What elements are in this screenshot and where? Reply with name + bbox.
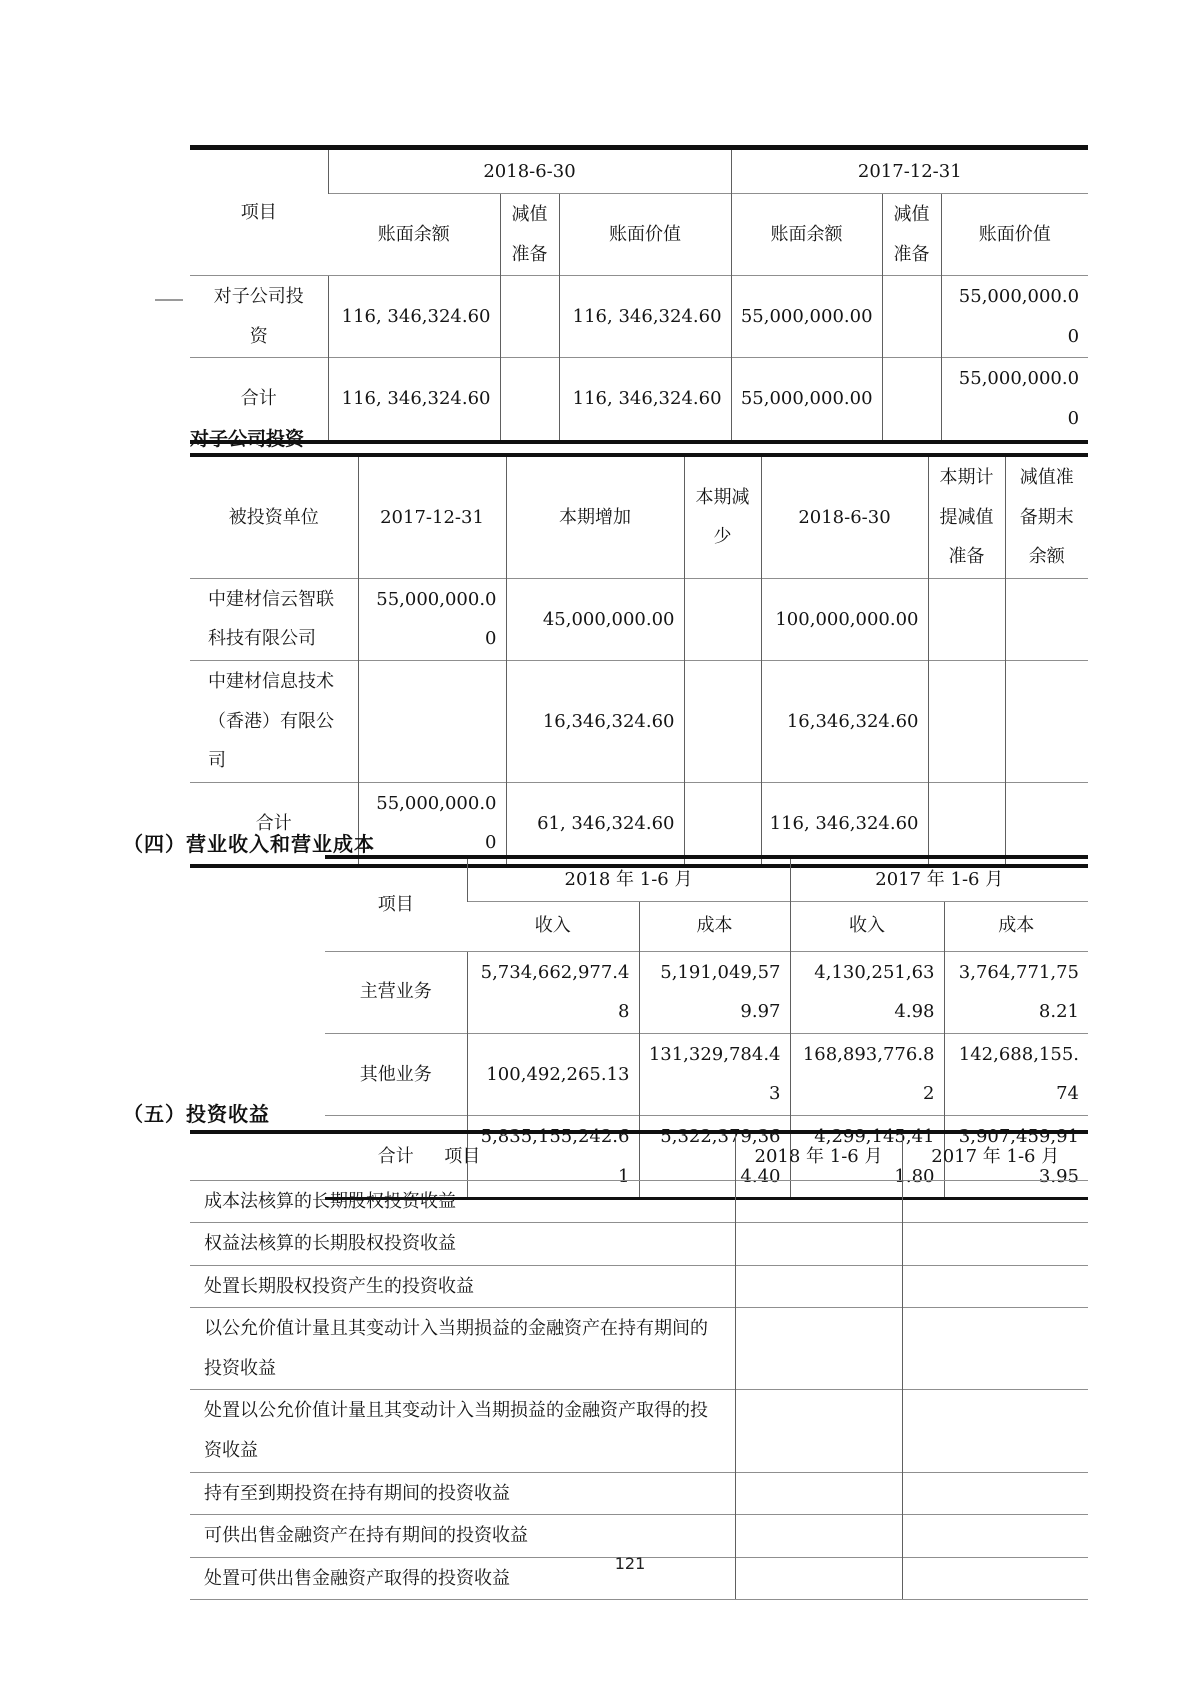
header-cell: 成本 xyxy=(639,901,790,951)
row-label-cell: 中建材信息技术（香港）有限公司 xyxy=(190,660,358,782)
value-cell: 116, 346,324.60 xyxy=(559,276,731,358)
row-label-cell: 成本法核算的长期股权投资收益 xyxy=(190,1180,735,1223)
value-cell: 55,000,000.00 xyxy=(731,358,882,442)
value-cell xyxy=(1005,578,1088,660)
value-cell: 5,322,379,364.40 xyxy=(639,1115,790,1198)
value-cell xyxy=(902,1180,1088,1223)
table-row xyxy=(325,1033,1088,1115)
subsidiary-investment-summary-table xyxy=(190,145,1088,444)
value-cell: 55,000,000.00 xyxy=(358,578,506,660)
header-cell: 减值准备 xyxy=(500,194,559,276)
value-cell xyxy=(902,1308,1088,1390)
value-cell xyxy=(882,276,941,358)
header-cell: 收入 xyxy=(790,901,944,951)
row-label-cell: 以公允价值计量且其变动计入当期损益的金融资产在持有期间的投资收益 xyxy=(190,1308,735,1390)
value-cell xyxy=(902,1265,1088,1308)
row-label-cell: 合计 xyxy=(190,358,328,442)
value-cell xyxy=(500,276,559,358)
value-cell: 3,764,771,758.21 xyxy=(944,951,1088,1033)
value-cell: 55,000,000.00 xyxy=(731,276,882,358)
row-label-cell: 主营业务 xyxy=(325,951,467,1033)
header-cell: 成本 xyxy=(944,901,1088,951)
value-cell: 5,835,155,242.61 xyxy=(467,1115,639,1198)
section-revenue-heading: （四）营业收入和营业成本 xyxy=(123,832,375,856)
table-row xyxy=(190,1223,1088,1266)
period-header: 2017-12-31 xyxy=(731,148,1088,194)
row-label-cell: 处置长期股权投资产生的投资收益 xyxy=(190,1265,735,1308)
value-cell xyxy=(735,1180,902,1223)
row-label-cell: 合计 xyxy=(325,1115,467,1198)
value-cell xyxy=(358,660,506,782)
value-cell: 142,688,155.74 xyxy=(944,1033,1088,1115)
value-cell: 168,893,776.82 xyxy=(790,1033,944,1115)
header-cell: 减值准备期末余额 xyxy=(1005,455,1088,578)
value-cell: 3,907,459,913.95 xyxy=(944,1115,1088,1198)
header-cell: 本期减少 xyxy=(684,455,761,578)
header-cell: 被投资单位 xyxy=(228,506,319,528)
value-cell: 131,329,784.43 xyxy=(639,1033,790,1115)
table-row xyxy=(325,951,1088,1033)
value-cell xyxy=(684,782,761,866)
value-cell xyxy=(500,358,559,442)
section-investment-income-heading: （五）投资收益 xyxy=(123,1102,270,1126)
header-cell: 账面价值 xyxy=(941,194,1088,276)
table-row xyxy=(190,660,1088,782)
value-cell: 116, 346,324.60 xyxy=(761,782,928,866)
period-header: 2017 年 1-6 月 xyxy=(790,857,1088,901)
period-header: 2018-6-30 xyxy=(328,148,731,194)
row-label-cell: 持有至到期投资在持有期间的投资收益 xyxy=(190,1472,735,1515)
value-cell xyxy=(735,1515,902,1558)
item-column-header: 项目 xyxy=(240,201,277,223)
row-label-cell: 其他业务 xyxy=(325,1033,467,1115)
value-cell xyxy=(684,660,761,782)
period-header: 2018 年 1-6 月 xyxy=(735,1132,902,1180)
row-label-cell: 合计 xyxy=(190,782,358,866)
value-cell xyxy=(902,1390,1088,1472)
value-cell: 5,734,662,977.48 xyxy=(467,951,639,1033)
value-cell: 116, 346,324.60 xyxy=(328,276,500,358)
value-cell: 55,000,000.00 xyxy=(358,782,506,866)
period-header: 2017 年 1-6 月 xyxy=(902,1132,1088,1180)
value-cell xyxy=(902,1515,1088,1558)
table-row xyxy=(190,578,1088,660)
value-cell xyxy=(1005,660,1088,782)
value-cell xyxy=(928,660,1005,782)
header-cell: 本期增加 xyxy=(506,455,684,578)
value-cell: 100,000,000.00 xyxy=(761,578,928,660)
value-cell xyxy=(928,782,1005,866)
value-cell xyxy=(882,358,941,442)
value-cell xyxy=(684,578,761,660)
table-row xyxy=(325,857,1088,901)
header-cell: 减值准备 xyxy=(882,194,941,276)
header-cell: 账面价值 xyxy=(559,194,731,276)
subsidiary-investment-detail-table xyxy=(190,453,1088,868)
header-cell: 账面余额 xyxy=(731,194,882,276)
page-number: 121 xyxy=(614,1554,646,1573)
row-label-cell: 对子公司投资 xyxy=(190,276,328,358)
table-row xyxy=(190,1132,1088,1180)
value-cell: 100,492,265.13 xyxy=(467,1033,639,1115)
row-label-cell: 处置以公允价值计量且其变动计入当期损益的金融资产取得的投资收益 xyxy=(190,1390,735,1472)
value-cell xyxy=(735,1390,902,1472)
value-cell xyxy=(735,1265,902,1308)
table-row xyxy=(190,1515,1088,1558)
value-cell xyxy=(928,578,1005,660)
subsidiary-investment-heading: 对子公司投资 xyxy=(190,428,305,450)
value-cell xyxy=(902,1223,1088,1266)
value-cell xyxy=(902,1472,1088,1515)
table-row xyxy=(190,148,1088,194)
header-cell: 本期计提减值准备 xyxy=(928,455,1005,578)
value-cell: 4,299,145,411.80 xyxy=(790,1115,944,1198)
header-cell: 2017-12-31 xyxy=(358,455,506,578)
margin-dash-mark xyxy=(155,299,183,301)
header-cell: 收入 xyxy=(467,901,639,951)
table-row xyxy=(190,1472,1088,1515)
value-cell xyxy=(735,1308,902,1390)
row-label-cell: 可供出售金融资产在持有期间的投资收益 xyxy=(190,1515,735,1558)
table-row xyxy=(190,276,1088,358)
table-row xyxy=(190,1308,1088,1390)
table-row xyxy=(190,1180,1088,1223)
value-cell: 61, 346,324.60 xyxy=(506,782,684,866)
value-cell: 116, 346,324.60 xyxy=(559,358,731,442)
investment-income-table xyxy=(190,1130,1088,1600)
row-label-cell: 中建材信云智联科技有限公司 xyxy=(190,578,358,660)
row-label-cell: 处置可供出售金融资产取得的投资收益 xyxy=(190,1557,735,1600)
value-cell xyxy=(1005,782,1088,866)
item-column-header: 项目 xyxy=(444,1145,481,1167)
value-cell: 4,130,251,634.98 xyxy=(790,951,944,1033)
value-cell: 16,346,324.60 xyxy=(506,660,684,782)
table-row xyxy=(190,455,1088,578)
value-cell: 5,191,049,579.97 xyxy=(639,951,790,1033)
value-cell: 45,000,000.00 xyxy=(506,578,684,660)
period-header: 2018 年 1-6 月 xyxy=(467,857,790,901)
header-cell: 账面余额 xyxy=(328,194,500,276)
value-cell xyxy=(735,1223,902,1266)
item-column-header: 项目 xyxy=(377,894,414,915)
value-cell: 16,346,324.60 xyxy=(761,660,928,782)
table-row xyxy=(190,1265,1088,1308)
value-cell xyxy=(735,1472,902,1515)
header-cell: 2018-6-30 xyxy=(761,455,928,578)
table-row xyxy=(190,1390,1088,1472)
value-cell: 116, 346,324.60 xyxy=(328,358,500,442)
value-cell: 55,000,000.00 xyxy=(941,276,1088,358)
row-label-cell: 权益法核算的长期股权投资收益 xyxy=(190,1223,735,1266)
value-cell: 55,000,000.00 xyxy=(941,358,1088,442)
table-row xyxy=(190,358,1088,442)
